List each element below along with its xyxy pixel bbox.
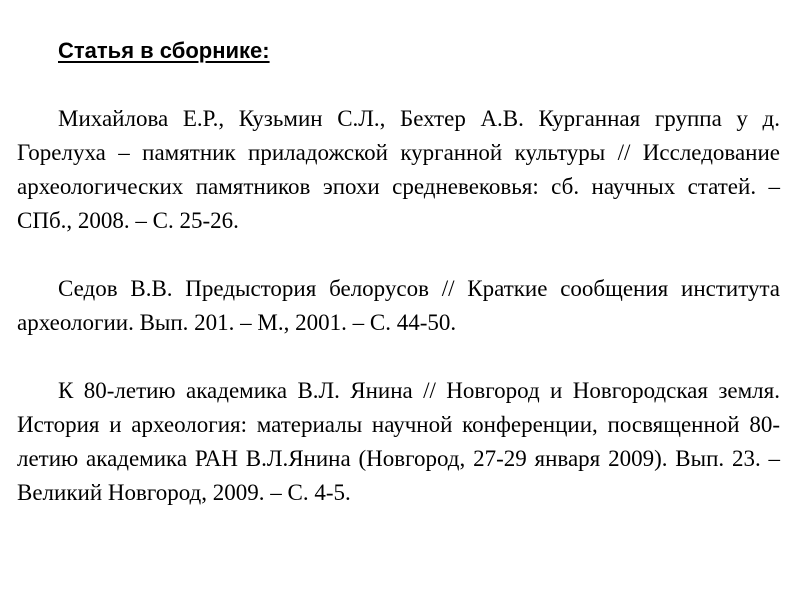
reference-item-1: Михайлова Е.Р., Кузьмин С.Л., Бехтер А.В. Курганная группа у д. Горелуха – памятник приладожской курганной культуры // Исследование археологических памятников эпохи средневековья: сб. научных статей. – СПб., 2008. – С. 25-26. [17,106,780,233]
reference-list [17,102,780,510]
reference-item-3: К 80-летию академика В.Л. Янина // Новгород и Новгородская земля. История и археология: материалы научной конференции, посвященной 80-летию академика РАН В.Л.Янина (Новгород, 27-29 января 2009). Вып. 23. – Великий Новгород, 2009. – С. 4-5. [17,378,780,505]
reference-item-2: Седов В.В. Предыстория белорусов // Краткие сообщения института археологии. Вып. 201. – М., 2001. – С. 44-50. [17,276,780,335]
section-heading: Статья в сборнике: [58,38,270,63]
